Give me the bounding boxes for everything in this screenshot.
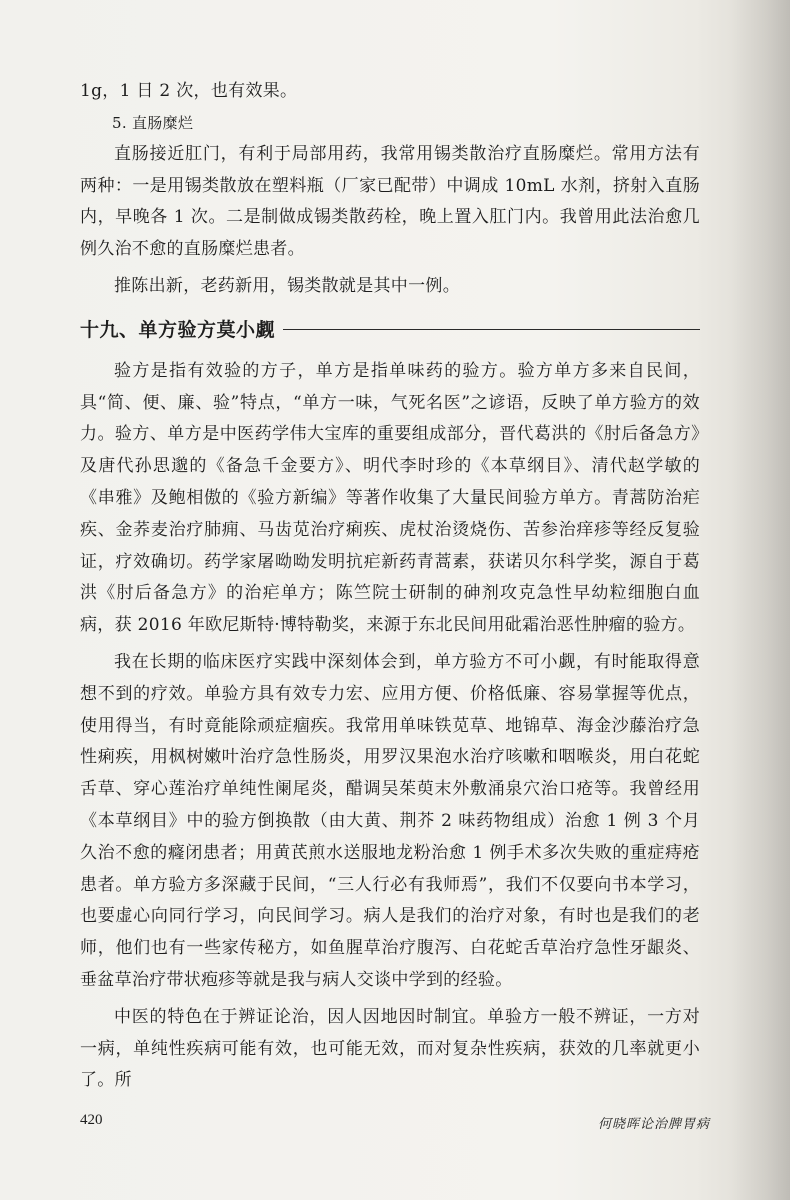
running-title: 何晓晖论治脾胃病 xyxy=(598,1117,711,1132)
section-title: 十九、单方验方莫小觑 xyxy=(80,318,276,341)
subsection-heading: 5. 直肠糜烂 xyxy=(112,113,194,132)
page-gutter-shadow xyxy=(730,0,790,1200)
paragraph-summary: 推陈出新，老药新用，锡类散就是其中一例。 xyxy=(114,275,460,296)
section-heading xyxy=(80,315,700,342)
paragraph-rectal-erosion: 直肠接近肛门，有利于局部用药，我常用锡类散治疗直肠糜烂。常用方法有两种：一是用锡类散放在塑料瓶（厂家已配带）中调成 10mL 水剂，挤射入直肠内，早晚各 1 次。二是制做成锡类散药栓，晚上置入肛门内。我曾用此法治愈几例久治不愈的直肠糜烂患者。 xyxy=(80,143,700,260)
section-rule xyxy=(283,329,700,330)
paragraph-experience: 我在长期的临床医疗实践中深刻体会到，单方验方不可小觑，有时能取得意想不到的疗效。单验方具有效专力宏、应用方便、价格低廉、容易掌握等优点，使用得当，有时竟能除顽症痼疾。我常用单味铁苋草、地锦草、海金沙藤治疗急性痢疾，用枫树嫩叶治疗急性肠炎，用罗汉果泡水治疗咳嗽和咽喉炎，用白花蛇舌草、穿心莲治疗单纯性阑尾炎，醋调吴茱萸末外敷涌泉穴治口疮等。我曾经用《本草纲目》中的验方倒换散（由大黄、荆芥 2 味药物组成）治愈 1 例 3 个月久治不愈的癃闭患者；用黄芪煎水送服地龙粉治愈 1 例手术多次失败的重症痔疮患者。单方验方多深藏于民间，“三人行必有我师焉”，我们不仅要向书本学习，也要虚心向同行学习，向民间学习。病人是我们的治疗对象，有时也是我们的老师，他们也有一些家传秘方，如鱼腥草治疗腹泻、白花蛇舌草治疗急性牙龈炎、垂盆草治疗带状疱疹等就是我与病人交谈中学到的经验。 xyxy=(80,651,700,990)
paragraph-characteristics: 中医的特色在于辨证论治，因人因地因时制宜。单验方一般不辨证，一方对一病，单纯性疾病可能有效，也可能无效，而对复杂性疾病，获效的几率就更小了。所 xyxy=(80,1006,700,1091)
continued-paragraph: 1g，1 日 2 次，也有效果。 xyxy=(80,81,298,101)
page-body xyxy=(80,76,700,1097)
page-number: 420 xyxy=(80,1112,103,1128)
paragraph-definition: 验方是指有效验的方子，单方是指单味药的验方。验方单方多来自民间，具“简、便、廉、验”特点，“单方一味，气死名医”之谚语，反映了单方验方的效力。验方、单方是中医药学伟大宝库的重要组成部分，晋代葛洪的《肘后备急方》及唐代孙思邈的《备急千金要方》、明代李时珍的《本草纲目》、清代赵学敏的《串雅》及鲍相傲的《验方新编》等著作收集了大量民间验方单方。青蒿防治疟疾、金荞麦治疗肺痈、马齿苋治疗痢疾、虎杖治烫烧伤、苦参治痒疹等经反复验证，疗效确切。药学家屠呦呦发明抗疟新药青蒿素，获诺贝尔科学奖，源自于葛洪《肘后备急方》的治疟单方；陈竺院士研制的砷剂攻克急性早幼粒细胞白血病，获 2016 年欧尼斯特·博特勒奖，来源于东北民间用砒霜治恶性肿瘤的验方。 xyxy=(80,360,700,636)
